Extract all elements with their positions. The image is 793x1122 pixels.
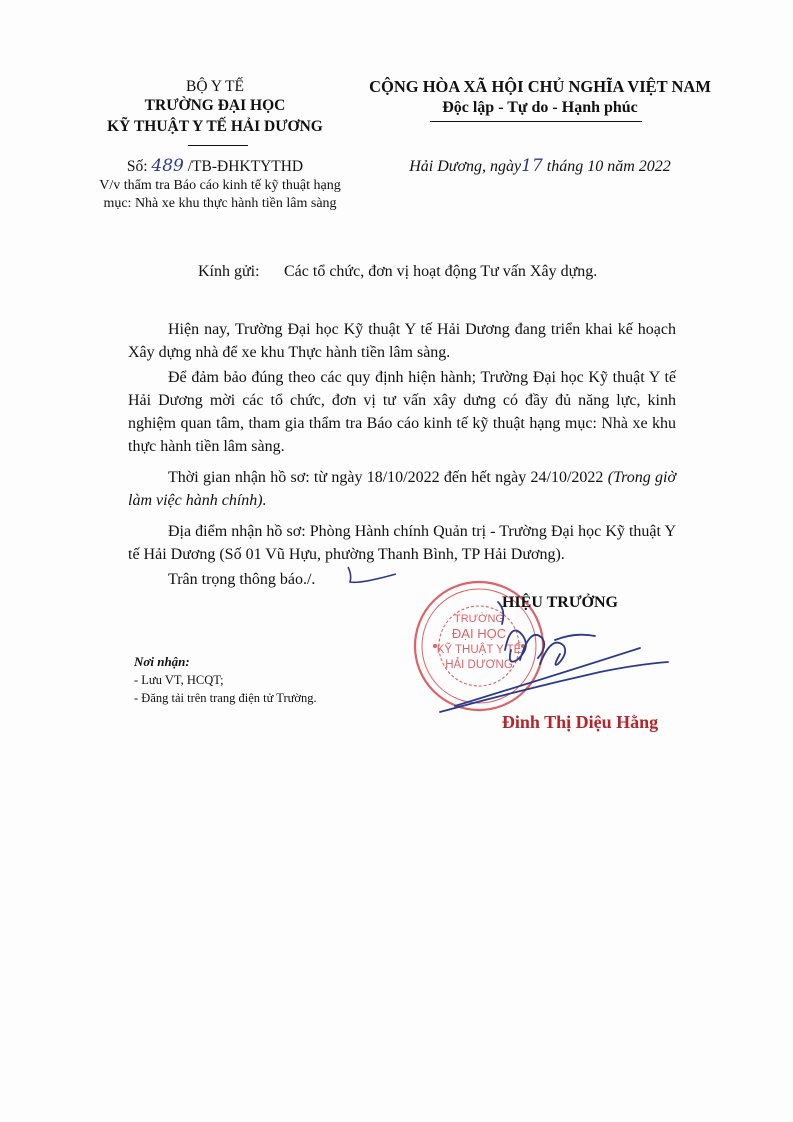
date-prefix: Hải Dương, ngày [409,158,522,175]
body-paragraph-2: Để đảm bảo đúng theo các quy định hiện hành; Trường Đại học Kỹ thuật Y tế Hải Dương mời các tổ chức, đơn vị tư vấn xây dưng có đầy đủ năng lực, kinh nghiệm quan tâm, tham gia thẩm tra Báo cáo kinh tế kỹ thuật hạng mục: Nhà xe khu thực hành tiền lâm sàng. [128,369,676,455]
document-subject: V/v thẩm tra Báo cáo kinh tế kỹ thuật hạng mục: Nhà xe khu thực hành tiền lâm sàng [99,178,341,211]
nation-title: CỘNG HÒA XÃ HỘI CHỦ NGHĨA VIỆT NAM [369,77,711,96]
date-day-handwritten: 17 [521,156,543,176]
body-paragraph-1: Hiện nay, Trường Đại học Kỹ thuật Y tế Hải Dương đang triển khai kế hoạch Xây dựng nhà để xe khu Thực hành tiền lâm sàng. [128,321,676,361]
addressee [198,262,597,282]
document-number [95,156,335,177]
header-left-rule [188,145,248,146]
signer-title: HIỆU TRƯỞNG [501,594,618,611]
school-name-line1: TRƯỜNG ĐẠI HỌC [144,97,286,114]
body-paragraph-3 [128,466,676,512]
addressee-label: Kính gửi: [198,263,260,280]
body-paragraph-4: Địa điểm nhận hồ sơ: Phòng Hành chính Quản trị - Trường Đại học Kỹ thuật Y tế Hải Dương (Số 01 Vũ Hựu, phường Thanh Bình, TP Hải Dương). [128,523,676,563]
date-suffix: tháng 10 năm 2022 [546,158,671,175]
national-motto: Độc lập - Tự do - Hạnh phúc [442,99,638,116]
receipt-period: Thời gian nhận hồ sơ: từ ngày 18/10/2022 đến hết ngày 24/10/2022 [168,469,604,486]
seal-text-mid2: KỸ THUẬT Y TẾ [436,644,522,656]
addressee-value: Các tổ chức, đơn vị hoạt động Tư vấn Xây dựng. [284,263,598,280]
seal-text-bottom: HẢI DƯƠNG [445,659,513,671]
receipt-period-note: (Trong giờ làm việc hành chính). [128,469,676,509]
school-name-line2: KỸ THUẬT Y TẾ HẢI DƯƠNG [107,118,323,135]
seal-text-top: TRƯỜNG [454,613,504,625]
recipient-item: - Đăng tải trên trang điện tử Trường. [134,691,317,705]
handwritten-signature [440,602,668,712]
doc-no-prefix: Số: [126,158,148,175]
closing-line: Trân trọng thông báo./. [168,571,316,588]
date-line [390,156,690,177]
recipients-title: Nơi nhận: [134,654,190,669]
recipient-item: - Lưu VT, HCQT; [134,673,224,687]
doc-no-handwritten: 489 [151,156,184,176]
motto-underline [430,121,642,122]
seal-text-mid1: ĐẠI HỌC [451,626,507,641]
signer-name: Đinh Thị Diệu Hằng [501,712,659,732]
ministry-name: BỘ Y TẾ [186,78,244,95]
doc-no-suffix: /TB-ĐHKTYTHD [187,158,304,175]
